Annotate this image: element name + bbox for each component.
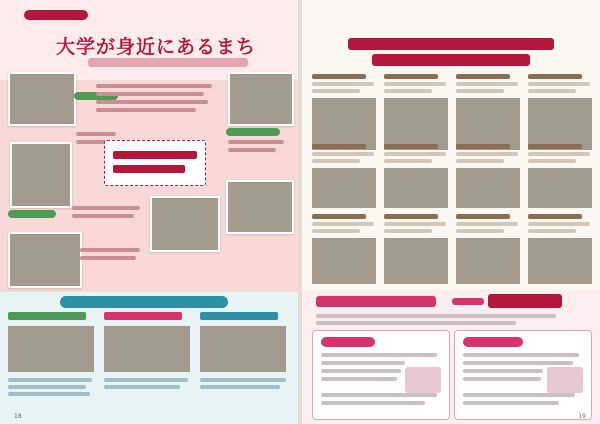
school-label (200, 312, 278, 320)
badge (8, 210, 56, 218)
text-line (384, 159, 432, 163)
campaign-headline (316, 296, 436, 307)
text-line (456, 229, 504, 233)
left-tag (24, 10, 88, 20)
photo (226, 180, 294, 234)
school-column (200, 312, 288, 416)
school-column (8, 312, 96, 416)
center-box-line (113, 165, 185, 173)
bank-box (312, 330, 450, 420)
event-photo (384, 238, 448, 284)
event-photo (528, 238, 592, 284)
event-photo (528, 168, 592, 208)
event-photo (456, 238, 520, 284)
text-line (312, 152, 374, 156)
text-line (463, 361, 573, 365)
event-caption (456, 74, 510, 79)
text-line (384, 229, 432, 233)
text-line (96, 92, 204, 96)
bank-name (463, 337, 523, 347)
event-caption (384, 214, 438, 219)
text-line (228, 140, 284, 144)
text-line (316, 314, 556, 318)
text-line (80, 256, 136, 260)
text-line (321, 401, 425, 405)
left-title: 大学が身近にあるまち (56, 36, 257, 58)
campaign-rate (488, 294, 562, 308)
badge (226, 128, 280, 136)
text-line (72, 206, 140, 210)
bank-name (321, 337, 375, 347)
event-item (456, 214, 520, 286)
text-line (456, 89, 504, 93)
text-line (104, 378, 188, 382)
text-line (528, 82, 590, 86)
text-line (76, 132, 116, 136)
text-line (72, 214, 134, 218)
text-line (8, 385, 86, 389)
text-line (384, 89, 432, 93)
text-line (528, 152, 590, 156)
event-caption (528, 214, 582, 219)
event-photo (528, 98, 592, 150)
text-line (200, 378, 286, 382)
text-line (463, 393, 575, 397)
event-item (312, 214, 376, 286)
photo (10, 142, 72, 208)
event-photo (312, 238, 376, 284)
text-line (80, 248, 140, 252)
text-line (456, 152, 518, 156)
text-line (528, 89, 576, 93)
text-line (200, 385, 280, 389)
text-line (228, 148, 276, 152)
school-photo (8, 326, 94, 372)
text-line (456, 159, 504, 163)
center-box-line (113, 151, 197, 159)
event-caption (384, 74, 438, 79)
bank-logo (405, 367, 441, 393)
text-line (384, 222, 446, 226)
text-line (316, 321, 516, 325)
logo (516, 14, 564, 34)
event-caption (456, 144, 510, 149)
text-line (321, 369, 401, 373)
right-page (302, 0, 600, 424)
text-line (321, 353, 437, 357)
section-band (60, 296, 228, 308)
event-photo (312, 168, 376, 208)
school-photo (200, 326, 286, 372)
event-photo (312, 98, 376, 150)
text-line (463, 401, 559, 405)
event-caption (456, 214, 510, 219)
text-line (463, 353, 579, 357)
text-line (384, 82, 446, 86)
text-line (96, 84, 212, 88)
text-line (312, 222, 374, 226)
event-photo (384, 98, 448, 150)
left-page (0, 0, 298, 424)
event-caption (528, 74, 582, 79)
school-label (8, 312, 86, 320)
text-line (463, 377, 541, 381)
right-subtitle (372, 54, 530, 66)
text-line (463, 369, 543, 373)
event-photo (456, 168, 520, 208)
event-caption (312, 214, 366, 219)
text-line (528, 159, 576, 163)
text-line (312, 159, 360, 163)
page-number: 19 (578, 413, 586, 420)
right-title (348, 38, 554, 50)
event-caption (528, 144, 582, 149)
text-line (312, 229, 360, 233)
text-line (312, 82, 374, 86)
center-box (104, 140, 206, 186)
text-line (528, 229, 576, 233)
event-caption (384, 144, 438, 149)
school-photo (104, 326, 190, 372)
school-label (104, 312, 182, 320)
bank-box (454, 330, 592, 420)
text-line (96, 100, 208, 104)
bank-logo (547, 367, 583, 393)
text-line (104, 385, 180, 389)
text-line (312, 89, 360, 93)
school-column (104, 312, 192, 416)
text-line (8, 392, 90, 396)
text-line (321, 393, 437, 397)
photo (228, 72, 294, 126)
page-number: 18 (14, 413, 22, 420)
text-line (456, 222, 518, 226)
photo (8, 72, 76, 126)
event-photo (456, 98, 520, 150)
text-line (321, 377, 397, 381)
event-caption (312, 144, 366, 149)
text-line (456, 82, 518, 86)
text-line (528, 222, 590, 226)
text-line (8, 378, 92, 382)
text-line (321, 361, 405, 365)
campaign-pill (452, 298, 484, 305)
photo (150, 196, 220, 252)
event-photo (384, 168, 448, 208)
event-caption (312, 74, 366, 79)
event-item (528, 214, 592, 286)
text-line (384, 152, 446, 156)
photo (8, 232, 82, 288)
event-item (384, 214, 448, 286)
text-line (96, 108, 196, 112)
event-grid (312, 74, 592, 288)
left-subtitle (88, 58, 248, 67)
